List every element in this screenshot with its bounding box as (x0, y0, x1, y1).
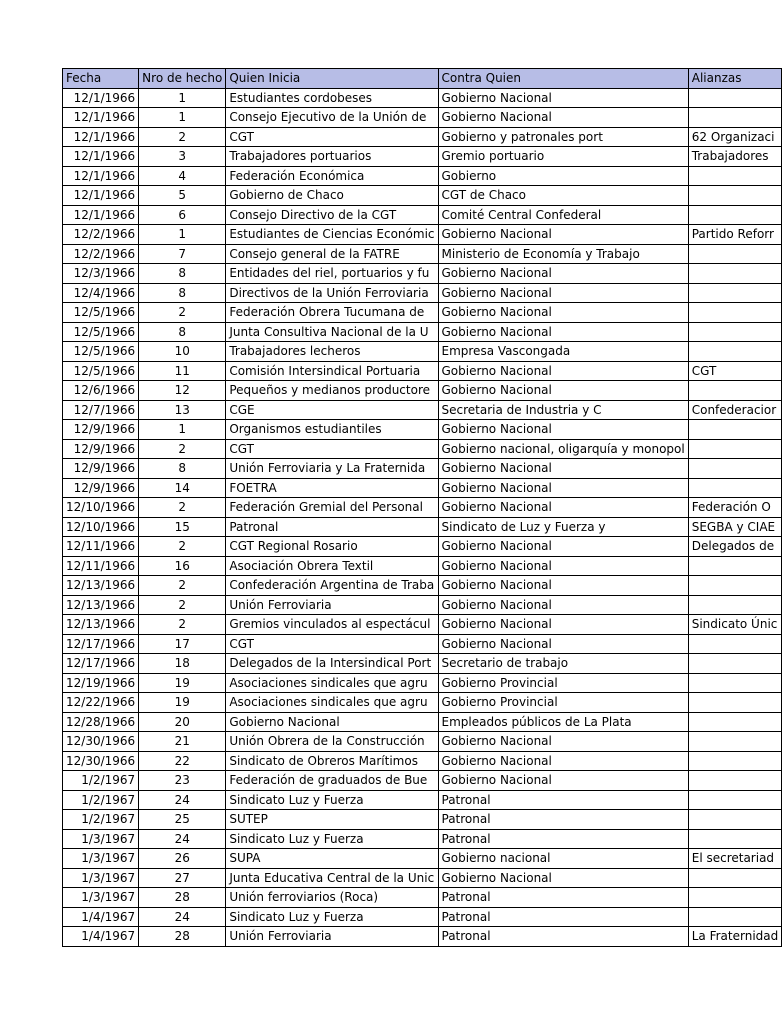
cell-nro-de-hecho[interactable]: 1 (139, 420, 226, 440)
cell-fecha[interactable]: 12/5/1966 (63, 303, 139, 323)
cell-contra-quien[interactable]: Patronal (438, 790, 688, 810)
cell-contra-quien[interactable]: Gobierno Nacional (438, 283, 688, 303)
cell-quien-inicia[interactable]: Federación de graduados de Bue (226, 771, 438, 791)
cell-quien-inicia[interactable]: SUTEP (226, 810, 438, 830)
cell-fecha[interactable]: 1/4/1967 (63, 927, 139, 947)
header-fecha[interactable]: Fecha (63, 69, 139, 89)
table-row (63, 264, 782, 284)
cell-quien-inicia[interactable]: CGT (226, 439, 438, 459)
table-row (63, 693, 782, 713)
cell-alianzas[interactable] (688, 634, 782, 654)
cell-contra-quien[interactable]: Ministerio de Economía y Trabajo (438, 244, 688, 264)
cell-contra-quien[interactable]: CGT de Chaco (438, 186, 688, 206)
cell-quien-inicia[interactable]: Pequeños y medianos productore (226, 381, 438, 401)
cell-nro-de-hecho[interactable]: 8 (139, 459, 226, 479)
cell-alianzas[interactable]: Partido Reforr (688, 225, 782, 245)
cell-contra-quien[interactable]: Gobierno Nacional (438, 732, 688, 752)
cell-quien-inicia[interactable]: Federación Obrera Tucumana de (226, 303, 438, 323)
cell-alianzas[interactable] (688, 595, 782, 615)
table-row (63, 88, 782, 108)
cell-nro-de-hecho[interactable]: 1 (139, 108, 226, 128)
cell-quien-inicia[interactable]: Unión ferroviarios (Roca) (226, 888, 438, 908)
cell-alianzas[interactable] (688, 342, 782, 362)
cell-contra-quien[interactable]: Gobierno Nacional (438, 361, 688, 381)
cell-fecha[interactable]: 12/1/1966 (63, 186, 139, 206)
cell-contra-quien[interactable]: Gobierno y patronales port (438, 127, 688, 147)
cell-quien-inicia[interactable]: CGE (226, 400, 438, 420)
cell-quien-inicia[interactable]: Confederación Argentina de Traba (226, 576, 438, 596)
cell-fecha[interactable]: 12/1/1966 (63, 147, 139, 167)
cell-alianzas[interactable]: Trabajadores (688, 147, 782, 167)
header-contra-quien[interactable]: Contra Quien (438, 69, 688, 89)
cell-fecha[interactable]: 12/9/1966 (63, 459, 139, 479)
cell-alianzas[interactable] (688, 673, 782, 693)
table-row (63, 244, 782, 264)
cell-quien-inicia[interactable]: Federación Económica (226, 166, 438, 186)
cell-alianzas[interactable] (688, 576, 782, 596)
cell-contra-quien[interactable]: Gobierno Nacional (438, 225, 688, 245)
cell-alianzas[interactable] (688, 186, 782, 206)
cell-nro-de-hecho[interactable]: 2 (139, 595, 226, 615)
table-row (63, 868, 782, 888)
cell-fecha[interactable]: 1/2/1967 (63, 810, 139, 830)
table-row (63, 634, 782, 654)
cell-fecha[interactable]: 12/13/1966 (63, 595, 139, 615)
table-row (63, 439, 782, 459)
cell-alianzas[interactable]: Sindicato Únic (688, 615, 782, 635)
cell-alianzas[interactable] (688, 108, 782, 128)
cell-quien-inicia[interactable]: Gobierno de Chaco (226, 186, 438, 206)
table-row (63, 751, 782, 771)
cell-alianzas[interactable] (688, 868, 782, 888)
cell-quien-inicia[interactable]: Comisión Intersindical Portuaria (226, 361, 438, 381)
cell-quien-inicia[interactable]: Sindicato Luz y Fuerza (226, 829, 438, 849)
cell-contra-quien[interactable]: Gremio portuario (438, 147, 688, 167)
cell-nro-de-hecho[interactable]: 2 (139, 439, 226, 459)
cell-nro-de-hecho[interactable]: 2 (139, 615, 226, 635)
cell-fecha[interactable]: 1/3/1967 (63, 868, 139, 888)
cell-contra-quien[interactable]: Patronal (438, 888, 688, 908)
cell-fecha[interactable]: 12/10/1966 (63, 498, 139, 518)
cell-alianzas[interactable]: La Fraternidad (688, 927, 782, 947)
cell-contra-quien[interactable]: Gobierno Provincial (438, 673, 688, 693)
cell-fecha[interactable]: 12/17/1966 (63, 654, 139, 674)
cell-quien-inicia[interactable]: FOETRA (226, 478, 438, 498)
cell-fecha[interactable]: 1/3/1967 (63, 888, 139, 908)
cell-fecha[interactable]: 12/3/1966 (63, 264, 139, 284)
cell-nro-de-hecho[interactable]: 21 (139, 732, 226, 752)
cell-contra-quien[interactable]: Gobierno Nacional (438, 556, 688, 576)
cell-contra-quien[interactable]: Gobierno Nacional (438, 108, 688, 128)
cell-nro-de-hecho[interactable]: 28 (139, 927, 226, 947)
cell-alianzas[interactable] (688, 459, 782, 479)
table-row (63, 420, 782, 440)
cell-contra-quien[interactable]: Gobierno Nacional (438, 537, 688, 557)
cell-alianzas[interactable] (688, 205, 782, 225)
cell-contra-quien[interactable]: Gobierno Nacional (438, 868, 688, 888)
cell-quien-inicia[interactable]: Consejo Ejecutivo de la Unión de (226, 108, 438, 128)
cell-contra-quien[interactable]: Gobierno Nacional (438, 576, 688, 596)
cell-nro-de-hecho[interactable]: 1 (139, 225, 226, 245)
cell-contra-quien[interactable]: Gobierno Nacional (438, 459, 688, 479)
table-row (63, 459, 782, 479)
cell-alianzas[interactable] (688, 907, 782, 927)
cell-quien-inicia[interactable]: Junta Consultiva Nacional de la U (226, 322, 438, 342)
cell-quien-inicia[interactable]: Estudiantes de Ciencias Económic (226, 225, 438, 245)
table-row (63, 381, 782, 401)
cell-fecha[interactable]: 12/2/1966 (63, 225, 139, 245)
cell-fecha[interactable]: 12/6/1966 (63, 381, 139, 401)
cell-contra-quien[interactable]: Gobierno Nacional (438, 322, 688, 342)
cell-contra-quien[interactable]: Gobierno Nacional (438, 634, 688, 654)
cell-fecha[interactable]: 1/2/1967 (63, 771, 139, 791)
cell-contra-quien[interactable]: Gobierno Nacional (438, 595, 688, 615)
cell-fecha[interactable]: 12/13/1966 (63, 576, 139, 596)
spreadsheet-table (62, 68, 782, 947)
table-row (63, 147, 782, 167)
cell-fecha[interactable]: 12/5/1966 (63, 322, 139, 342)
cell-nro-de-hecho[interactable]: 7 (139, 244, 226, 264)
table-row (63, 283, 782, 303)
cell-quien-inicia[interactable]: Gremios vinculados al espectácul (226, 615, 438, 635)
cell-alianzas[interactable]: SEGBA y CIAE (688, 517, 782, 537)
table-row (63, 108, 782, 128)
table-row (63, 322, 782, 342)
cell-alianzas[interactable] (688, 829, 782, 849)
table-row (63, 478, 782, 498)
cell-alianzas[interactable] (688, 693, 782, 713)
cell-contra-quien[interactable]: Gobierno (438, 166, 688, 186)
cell-fecha[interactable]: 12/22/1966 (63, 693, 139, 713)
table-row (63, 673, 782, 693)
cell-fecha[interactable]: 12/4/1966 (63, 283, 139, 303)
cell-quien-inicia[interactable]: Asociación Obrera Textil (226, 556, 438, 576)
cell-quien-inicia[interactable]: CGT (226, 127, 438, 147)
cell-alianzas[interactable]: Confederacior (688, 400, 782, 420)
cell-alianzas[interactable] (688, 420, 782, 440)
cell-nro-de-hecho[interactable]: 10 (139, 342, 226, 362)
cell-nro-de-hecho[interactable]: 1 (139, 88, 226, 108)
cell-nro-de-hecho[interactable]: 24 (139, 790, 226, 810)
cell-fecha[interactable]: 12/1/1966 (63, 108, 139, 128)
cell-fecha[interactable]: 12/9/1966 (63, 478, 139, 498)
cell-nro-de-hecho[interactable]: 4 (139, 166, 226, 186)
cell-alianzas[interactable] (688, 751, 782, 771)
cell-alianzas[interactable] (688, 790, 782, 810)
cell-contra-quien[interactable]: Sindicato de Luz y Fuerza y (438, 517, 688, 537)
table-row (63, 225, 782, 245)
cell-fecha[interactable]: 12/5/1966 (63, 361, 139, 381)
cell-quien-inicia[interactable]: CGT Regional Rosario (226, 537, 438, 557)
table-body (63, 88, 782, 946)
cell-nro-de-hecho[interactable]: 28 (139, 888, 226, 908)
table-row (63, 595, 782, 615)
cell-quien-inicia[interactable]: Unión Ferroviaria y La Fraternida (226, 459, 438, 479)
cell-alianzas[interactable] (688, 654, 782, 674)
table-row (63, 829, 782, 849)
cell-nro-de-hecho[interactable]: 16 (139, 556, 226, 576)
cell-fecha[interactable]: 12/1/1966 (63, 88, 139, 108)
table-row (63, 615, 782, 635)
cell-nro-de-hecho[interactable]: 6 (139, 205, 226, 225)
cell-alianzas[interactable] (688, 810, 782, 830)
cell-fecha[interactable]: 12/9/1966 (63, 420, 139, 440)
cell-fecha[interactable]: 12/1/1966 (63, 205, 139, 225)
table-row (63, 771, 782, 791)
cell-quien-inicia[interactable]: Trabajadores portuarios (226, 147, 438, 167)
cell-nro-de-hecho[interactable]: 2 (139, 127, 226, 147)
cell-nro-de-hecho[interactable]: 17 (139, 634, 226, 654)
cell-quien-inicia[interactable]: Asociaciones sindicales que agru (226, 673, 438, 693)
table-row (63, 537, 782, 557)
cell-contra-quien[interactable]: Patronal (438, 810, 688, 830)
cell-quien-inicia[interactable]: CGT (226, 634, 438, 654)
cell-quien-inicia[interactable]: Entidades del riel, portuarios y fu (226, 264, 438, 284)
table-row (63, 517, 782, 537)
table-row (63, 654, 782, 674)
cell-nro-de-hecho[interactable]: 22 (139, 751, 226, 771)
cell-contra-quien[interactable]: Gobierno Nacional (438, 615, 688, 635)
cell-contra-quien[interactable]: Gobierno Nacional (438, 303, 688, 323)
cell-nro-de-hecho[interactable]: 8 (139, 264, 226, 284)
cell-fecha[interactable]: 12/13/1966 (63, 615, 139, 635)
cell-alianzas[interactable]: Federación O (688, 498, 782, 518)
cell-contra-quien[interactable]: Comité Central Confederal (438, 205, 688, 225)
table-row (63, 907, 782, 927)
table-row (63, 498, 782, 518)
cell-nro-de-hecho[interactable]: 8 (139, 283, 226, 303)
table-row (63, 361, 782, 381)
cell-quien-inicia[interactable]: Sindicato Luz y Fuerza (226, 790, 438, 810)
table-row (63, 342, 782, 362)
table-row (63, 849, 782, 869)
cell-contra-quien[interactable]: Gobierno Nacional (438, 478, 688, 498)
cell-alianzas[interactable]: CGT (688, 361, 782, 381)
cell-quien-inicia[interactable]: Organismos estudiantiles (226, 420, 438, 440)
cell-contra-quien[interactable]: Gobierno Nacional (438, 751, 688, 771)
cell-contra-quien[interactable]: Gobierno Nacional (438, 498, 688, 518)
cell-alianzas[interactable] (688, 712, 782, 732)
cell-nro-de-hecho[interactable]: 15 (139, 517, 226, 537)
cell-alianzas[interactable] (688, 244, 782, 264)
cell-alianzas[interactable]: Delegados de (688, 537, 782, 557)
cell-nro-de-hecho[interactable]: 3 (139, 147, 226, 167)
cell-fecha[interactable]: 12/17/1966 (63, 634, 139, 654)
cell-nro-de-hecho[interactable]: 19 (139, 693, 226, 713)
cell-fecha[interactable]: 1/3/1967 (63, 829, 139, 849)
cell-fecha[interactable]: 12/30/1966 (63, 732, 139, 752)
cell-quien-inicia[interactable]: Sindicato Luz y Fuerza (226, 907, 438, 927)
cell-fecha[interactable]: 12/10/1966 (63, 517, 139, 537)
cell-nro-de-hecho[interactable]: 14 (139, 478, 226, 498)
cell-nro-de-hecho[interactable]: 19 (139, 673, 226, 693)
cell-alianzas[interactable]: 62 Organizaci (688, 127, 782, 147)
table-row (63, 556, 782, 576)
cell-contra-quien[interactable]: Secretario de trabajo (438, 654, 688, 674)
cell-nro-de-hecho[interactable]: 23 (139, 771, 226, 791)
cell-contra-quien[interactable]: Patronal (438, 927, 688, 947)
cell-nro-de-hecho[interactable]: 24 (139, 907, 226, 927)
cell-contra-quien[interactable]: Patronal (438, 907, 688, 927)
cell-quien-inicia[interactable]: Junta Educativa Central de la Unic (226, 868, 438, 888)
cell-fecha[interactable]: 12/1/1966 (63, 127, 139, 147)
cell-fecha[interactable]: 12/30/1966 (63, 751, 139, 771)
cell-nro-de-hecho[interactable]: 13 (139, 400, 226, 420)
cell-nro-de-hecho[interactable]: 2 (139, 576, 226, 596)
table-row (63, 205, 782, 225)
cell-nro-de-hecho[interactable]: 5 (139, 186, 226, 206)
cell-alianzas[interactable] (688, 732, 782, 752)
cell-quien-inicia[interactable]: Asociaciones sindicales que agru (226, 693, 438, 713)
cell-alianzas[interactable] (688, 303, 782, 323)
cell-alianzas[interactable] (688, 283, 782, 303)
cell-quien-inicia[interactable]: Sindicato de Obreros Marítimos (226, 751, 438, 771)
cell-quien-inicia[interactable]: Unión Ferroviaria (226, 595, 438, 615)
cell-quien-inicia[interactable]: Directivos de la Unión Ferroviaria (226, 283, 438, 303)
cell-nro-de-hecho[interactable]: 27 (139, 868, 226, 888)
cell-alianzas[interactable] (688, 478, 782, 498)
cell-alianzas[interactable] (688, 771, 782, 791)
table-row (63, 790, 782, 810)
cell-nro-de-hecho[interactable]: 11 (139, 361, 226, 381)
cell-nro-de-hecho[interactable]: 2 (139, 537, 226, 557)
cell-contra-quien[interactable]: Gobierno Nacional (438, 771, 688, 791)
cell-contra-quien[interactable]: Patronal (438, 829, 688, 849)
cell-quien-inicia[interactable]: Federación Gremial del Personal (226, 498, 438, 518)
table-row (63, 186, 782, 206)
cell-alianzas[interactable] (688, 166, 782, 186)
table-row (63, 576, 782, 596)
cell-nro-de-hecho[interactable]: 12 (139, 381, 226, 401)
cell-fecha[interactable]: 1/4/1967 (63, 907, 139, 927)
cell-contra-quien[interactable]: Gobierno Provincial (438, 693, 688, 713)
header-alianzas[interactable]: Alianzas (688, 69, 782, 89)
cell-quien-inicia[interactable]: Unión Ferroviaria (226, 927, 438, 947)
cell-quien-inicia[interactable]: Consejo general de la FATRE (226, 244, 438, 264)
cell-alianzas[interactable] (688, 888, 782, 908)
cell-alianzas[interactable] (688, 556, 782, 576)
cell-fecha[interactable]: 12/11/1966 (63, 556, 139, 576)
table-row (63, 127, 782, 147)
header-nro-de-hecho[interactable]: Nro de hecho (139, 69, 226, 89)
cell-nro-de-hecho[interactable]: 8 (139, 322, 226, 342)
cell-quien-inicia[interactable]: Estudiantes cordobeses (226, 88, 438, 108)
table-row (63, 810, 782, 830)
cell-contra-quien[interactable]: Empleados públicos de La Plata (438, 712, 688, 732)
cell-quien-inicia[interactable]: Trabajadores lecheros (226, 342, 438, 362)
cell-nro-de-hecho[interactable]: 2 (139, 498, 226, 518)
cell-fecha[interactable]: 12/5/1966 (63, 342, 139, 362)
cell-fecha[interactable]: 12/11/1966 (63, 537, 139, 557)
header-quien-inicia[interactable]: Quien Inicia (226, 69, 438, 89)
cell-contra-quien[interactable]: Gobierno nacional (438, 849, 688, 869)
cell-alianzas[interactable] (688, 439, 782, 459)
cell-quien-inicia[interactable]: SUPA (226, 849, 438, 869)
cell-contra-quien[interactable]: Secretaria de Industria y C (438, 400, 688, 420)
table-row (63, 712, 782, 732)
table-row (63, 732, 782, 752)
cell-contra-quien[interactable]: Gobierno Nacional (438, 420, 688, 440)
cell-alianzas[interactable] (688, 381, 782, 401)
cell-fecha[interactable]: 12/28/1966 (63, 712, 139, 732)
cell-contra-quien[interactable]: Gobierno Nacional (438, 381, 688, 401)
cell-contra-quien[interactable]: Gobierno Nacional (438, 88, 688, 108)
cell-alianzas[interactable] (688, 322, 782, 342)
cell-alianzas[interactable] (688, 264, 782, 284)
cell-fecha[interactable]: 12/7/1966 (63, 400, 139, 420)
table-row (63, 303, 782, 323)
cell-quien-inicia[interactable]: Consejo Directivo de la CGT (226, 205, 438, 225)
cell-quien-inicia[interactable]: Patronal (226, 517, 438, 537)
cell-alianzas[interactable] (688, 88, 782, 108)
cell-nro-de-hecho[interactable]: 26 (139, 849, 226, 869)
table-row (63, 927, 782, 947)
cell-quien-inicia[interactable]: Unión Obrera de la Construcción (226, 732, 438, 752)
cell-alianzas[interactable]: El secretariad (688, 849, 782, 869)
cell-contra-quien[interactable]: Gobierno nacional, oligarquía y monopol (438, 439, 688, 459)
cell-fecha[interactable]: 1/2/1967 (63, 790, 139, 810)
cell-nro-de-hecho[interactable]: 25 (139, 810, 226, 830)
table-row (63, 166, 782, 186)
cell-fecha[interactable]: 12/19/1966 (63, 673, 139, 693)
table-row (63, 400, 782, 420)
cell-nro-de-hecho[interactable]: 20 (139, 712, 226, 732)
cell-fecha[interactable]: 12/9/1966 (63, 439, 139, 459)
cell-contra-quien[interactable]: Gobierno Nacional (438, 264, 688, 284)
cell-nro-de-hecho[interactable]: 18 (139, 654, 226, 674)
cell-nro-de-hecho[interactable]: 2 (139, 303, 226, 323)
cell-fecha[interactable]: 12/1/1966 (63, 166, 139, 186)
cell-fecha[interactable]: 12/2/1966 (63, 244, 139, 264)
cell-contra-quien[interactable]: Empresa Vascongada (438, 342, 688, 362)
table-row (63, 888, 782, 908)
cell-fecha[interactable]: 1/3/1967 (63, 849, 139, 869)
cell-quien-inicia[interactable]: Gobierno Nacional (226, 712, 438, 732)
cell-nro-de-hecho[interactable]: 24 (139, 829, 226, 849)
header-row (63, 69, 782, 89)
cell-quien-inicia[interactable]: Delegados de la Intersindical Port (226, 654, 438, 674)
